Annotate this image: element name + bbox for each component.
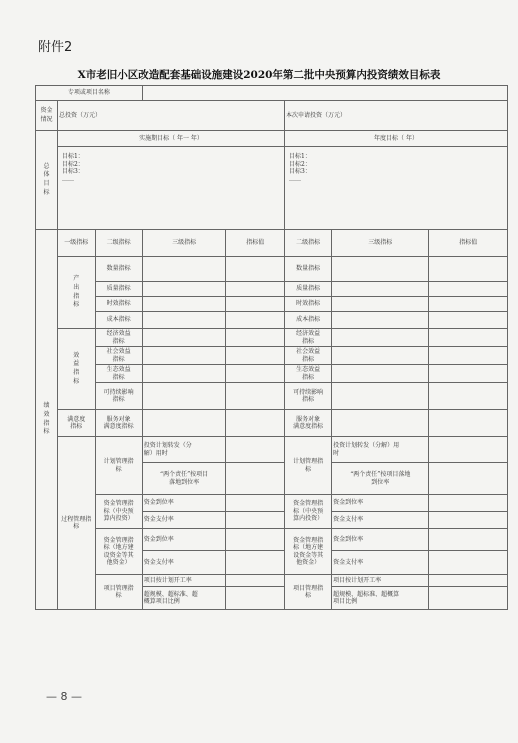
level3-cell[interactable]: [142, 297, 226, 312]
value-cell[interactable]: [226, 512, 285, 529]
output-indicator-label: 产 出 指 标: [57, 257, 95, 329]
value-cell[interactable]: [226, 282, 285, 297]
social-benefit-left: 社会效益 指标: [95, 347, 142, 365]
value-cell[interactable]: [226, 529, 285, 551]
cost-indicator-left: 成本指标: [95, 312, 142, 329]
local-fund-arrival-rate-right: 资金到位率: [332, 529, 429, 551]
planned-start-rate-left: 项目按计划开工率: [142, 575, 226, 587]
value-cell[interactable]: [429, 512, 508, 529]
level3-cell[interactable]: [142, 312, 226, 329]
value-cell[interactable]: [429, 495, 508, 512]
period-goal-header: 实施期目标（ 年一 年）: [57, 131, 284, 147]
value-cell[interactable]: [226, 495, 285, 512]
project-name-label: 专项或项目名称: [36, 86, 143, 101]
value-cell[interactable]: [429, 365, 508, 383]
benefit-indicator-label: 效 益 指 标: [57, 329, 95, 410]
project-name-value[interactable]: [142, 86, 507, 101]
plan-management-left: 计划管理指 标: [95, 437, 142, 495]
level3-cell[interactable]: [332, 365, 429, 383]
project-management-right: 项目管理指 标: [285, 575, 332, 610]
value-cell[interactable]: [429, 587, 508, 610]
cost-indicator-right: 成本指标: [285, 312, 332, 329]
process-indicator-label: 过程管理指标: [57, 437, 95, 610]
local-fund-management-left: 资金管理指 标（地方建 设资金等其 他资金）: [95, 529, 142, 575]
annual-goal-list[interactable]: 目标1： 目标2： 目标3： ……: [285, 147, 508, 230]
header-value-right: 指标值: [429, 230, 508, 257]
value-cell[interactable]: [429, 410, 508, 437]
value-cell[interactable]: [429, 463, 508, 495]
local-fund-payment-rate-right: 资金支付率: [332, 551, 429, 575]
value-cell[interactable]: [226, 257, 285, 282]
level3-cell[interactable]: [142, 257, 226, 282]
value-cell[interactable]: [429, 312, 508, 329]
header-level2-left: 二级指标: [95, 230, 142, 257]
over-budget-ratio-right: 超规模、超标准、超概算 项目比例: [332, 587, 429, 610]
funding-section-label: 资金 情况: [36, 101, 58, 131]
value-cell[interactable]: [226, 383, 285, 410]
ecological-benefit-left: 生态效益 指标: [95, 365, 142, 383]
document-title: X市老旧小区改造配套基础设施建设2020年第二批中央预算内投资绩效目标表: [77, 69, 441, 81]
level3-cell[interactable]: [142, 347, 226, 365]
header-level2-right: 二级指标: [285, 230, 332, 257]
level3-cell[interactable]: [142, 329, 226, 347]
value-cell[interactable]: [429, 347, 508, 365]
value-cell[interactable]: [226, 410, 285, 437]
fund-arrival-rate-right: 资金到位率: [332, 495, 429, 512]
fund-payment-rate-right: 资金支付率: [332, 512, 429, 529]
quantity-indicator-right: 数量指标: [285, 257, 332, 282]
plan-management-right: 计划管理指 标: [285, 437, 332, 495]
local-fund-management-right: 资金管理指 标（地方建 设资金等其 他资金）: [285, 529, 332, 575]
service-satisfaction-left: 服务对象 满意度指标: [95, 410, 142, 437]
level3-cell[interactable]: [332, 257, 429, 282]
service-satisfaction-right: 服务对象 满意度指标: [285, 410, 332, 437]
level3-cell[interactable]: [142, 410, 226, 437]
header-level3-right: 三级指标: [332, 230, 429, 257]
level3-cell[interactable]: [332, 410, 429, 437]
plan-forward-time-left: 投资计划转发（分 解）用时: [142, 437, 226, 463]
value-cell[interactable]: [226, 437, 285, 463]
value-cell[interactable]: [429, 329, 508, 347]
annual-goal-header: 年度目标（ 年）: [285, 131, 508, 147]
ecological-benefit-right: 生态效益 指标: [285, 365, 332, 383]
timeliness-indicator-right: 时效指标: [285, 297, 332, 312]
header-level1: 一级指标: [57, 230, 95, 257]
local-fund-arrival-rate-left: 资金到位率: [142, 529, 226, 551]
plan-forward-time-right: 投资计划转发（分解）用 时: [332, 437, 429, 463]
level3-cell[interactable]: [332, 297, 429, 312]
level3-cell[interactable]: [332, 383, 429, 410]
value-cell[interactable]: [226, 297, 285, 312]
level3-cell[interactable]: [332, 329, 429, 347]
value-cell[interactable]: [429, 575, 508, 587]
timeliness-indicator-left: 时效指标: [95, 297, 142, 312]
economic-benefit-right: 经济效益 指标: [285, 329, 332, 347]
value-cell[interactable]: [226, 329, 285, 347]
economic-benefit-left: 经济效益 指标: [95, 329, 142, 347]
value-cell[interactable]: [226, 347, 285, 365]
planned-start-rate-right: 项目按计划开工率: [332, 575, 429, 587]
fund-payment-rate-left: 资金支付率: [142, 512, 226, 529]
value-cell[interactable]: [429, 257, 508, 282]
level3-cell[interactable]: [142, 365, 226, 383]
social-benefit-right: 社会效益 指标: [285, 347, 332, 365]
over-budget-ratio-left: 超规模、超标准、超 概算项目比例: [142, 587, 226, 610]
total-investment-label: 总投资（万元）: [57, 101, 284, 131]
page-number: — 8 —: [46, 690, 82, 703]
quality-indicator-left: 质量指标: [95, 282, 142, 297]
level3-cell[interactable]: [332, 282, 429, 297]
value-cell[interactable]: [429, 297, 508, 312]
central-fund-management-left: 资金管理指 标（中央预 算内投资）: [95, 495, 142, 529]
local-fund-payment-rate-left: 资金支付率: [142, 551, 226, 575]
period-goal-list[interactable]: 目标1： 目标2： 目标3： ……: [57, 147, 284, 230]
value-cell[interactable]: [429, 529, 508, 551]
value-cell[interactable]: [429, 282, 508, 297]
sustainable-impact-left: 可持续影响 指标: [95, 383, 142, 410]
overall-goal-section-label: 总 体 目 标: [36, 131, 58, 230]
central-fund-management-right: 资金管理指 标（中央预 算内投资）: [285, 495, 332, 529]
level3-cell[interactable]: [142, 282, 226, 297]
quality-indicator-right: 质量指标: [285, 282, 332, 297]
value-cell[interactable]: [226, 463, 285, 495]
value-cell[interactable]: [226, 575, 285, 587]
perf-section-label: 绩 效 指 标: [36, 230, 58, 610]
value-cell[interactable]: [226, 312, 285, 329]
two-responsibility-left: “两个责任”按项目 落地到位率: [142, 463, 226, 495]
fund-arrival-rate-left: 资金到位率: [142, 495, 226, 512]
performance-goal-table: [35, 85, 508, 610]
sustainable-impact-right: 可持续影响 指标: [285, 383, 332, 410]
value-cell[interactable]: [429, 383, 508, 410]
satisfaction-indicator-label: 满意度 指标: [57, 410, 95, 437]
quantity-indicator-left: 数量指标: [95, 257, 142, 282]
level3-cell[interactable]: [142, 383, 226, 410]
header-value-left: 指标值: [226, 230, 285, 257]
value-cell[interactable]: [429, 437, 508, 463]
value-cell[interactable]: [226, 551, 285, 575]
project-management-left: 项目管理指 标: [95, 575, 142, 610]
level3-cell[interactable]: [332, 347, 429, 365]
value-cell[interactable]: [226, 365, 285, 383]
value-cell[interactable]: [226, 587, 285, 610]
apply-investment-label: 本次申请投资（万元）: [285, 101, 508, 131]
level3-cell[interactable]: [332, 312, 429, 329]
two-responsibility-right: “两个责任”按项目落地 到位率: [332, 463, 429, 495]
value-cell[interactable]: [429, 551, 508, 575]
header-level3-left: 三级指标: [142, 230, 226, 257]
attachment-label: 附件2: [38, 40, 73, 55]
